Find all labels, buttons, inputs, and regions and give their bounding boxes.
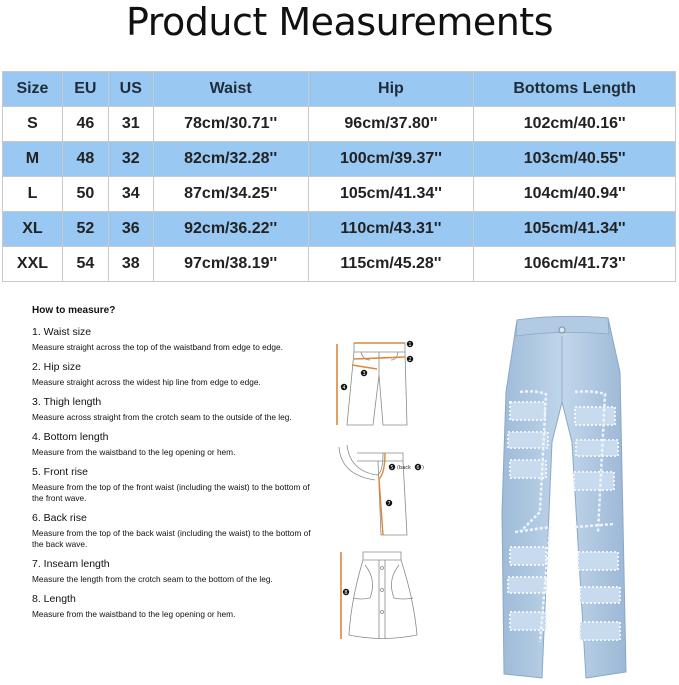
table-row xyxy=(3,247,676,282)
cell-size: S xyxy=(3,107,63,142)
cell-eu: 50 xyxy=(62,177,108,212)
rise-measurement-diagram xyxy=(325,435,435,545)
cell-bottoms-length: 105cm/41.34'' xyxy=(474,212,676,247)
table-row xyxy=(3,212,676,247)
cell-us: 38 xyxy=(108,247,153,282)
step-thigh-length xyxy=(32,396,322,423)
how-to-measure-section xyxy=(32,305,322,628)
svg-text:7: 7 xyxy=(387,501,391,507)
cell-hip: 96cm/37.80'' xyxy=(308,107,474,142)
back-label: (back xyxy=(397,465,411,471)
cell-us: 36 xyxy=(108,212,153,247)
step-description: Measure from the waistband to the leg opening or hem. xyxy=(32,609,236,619)
svg-text:8: 8 xyxy=(344,590,348,596)
step-front-rise xyxy=(32,466,322,504)
step-title: 4. Bottom length xyxy=(32,431,109,443)
step-title: 5. Front rise xyxy=(32,466,89,478)
cell-bottoms-length: 102cm/40.16'' xyxy=(474,107,676,142)
cell-waist: 97cm/38.19'' xyxy=(153,247,308,282)
cell-size: XL xyxy=(3,212,63,247)
step-hip-size xyxy=(32,361,322,388)
step-title: 8. Length xyxy=(32,593,76,605)
header-waist: Waist xyxy=(153,72,308,107)
step-waist-size xyxy=(32,326,322,353)
cell-hip: 105cm/41.34'' xyxy=(308,177,474,212)
header-bottoms-length: Bottoms Length xyxy=(474,72,676,107)
cell-size: M xyxy=(3,142,63,177)
cell-eu: 48 xyxy=(62,142,108,177)
product-photo-jeans xyxy=(480,312,640,684)
cell-size: XXL xyxy=(3,247,63,282)
cell-hip: 115cm/45.28'' xyxy=(308,247,474,282)
step-description: Measure from the top of the back waist (including the waist) to the bottom of the back wave. xyxy=(32,528,311,549)
svg-text:): ) xyxy=(422,465,424,471)
cell-eu: 46 xyxy=(62,107,108,142)
header-size: Size xyxy=(3,72,63,107)
page-title: Product Measurements xyxy=(125,0,554,44)
cell-eu: 52 xyxy=(62,212,108,247)
table-row xyxy=(3,107,676,142)
svg-text:3: 3 xyxy=(362,371,366,377)
cell-us: 32 xyxy=(108,142,153,177)
how-to-measure-title: How to measure? xyxy=(32,305,116,316)
step-description: Measure from the waistband to the leg opening or hem. xyxy=(32,447,236,457)
step-title: 1. Waist size xyxy=(32,326,92,338)
table-header-row xyxy=(3,72,676,107)
step-length xyxy=(32,593,322,620)
pants-measurement-diagram xyxy=(325,330,435,440)
svg-text:2: 2 xyxy=(408,357,412,363)
header-eu: EU xyxy=(62,72,108,107)
svg-text:1: 1 xyxy=(408,342,412,348)
header-us: US xyxy=(108,72,153,107)
table-row xyxy=(3,142,676,177)
svg-text:5: 5 xyxy=(390,465,394,471)
step-description: Measure from the top of the front waist (including the waist) to the bottom of the front wave. xyxy=(32,482,310,503)
step-description: Measure straight across the top of the waistband from edge to edge. xyxy=(32,342,283,352)
size-chart-table xyxy=(2,71,676,282)
step-description: Measure across straight from the crotch seam to the outside of the leg. xyxy=(32,412,292,422)
header-hip: Hip xyxy=(308,72,474,107)
table-row xyxy=(3,177,676,212)
cell-bottoms-length: 106cm/41.73'' xyxy=(474,247,676,282)
cell-us: 31 xyxy=(108,107,153,142)
step-description: Measure straight across the widest hip line from edge to edge. xyxy=(32,377,261,387)
step-title: 3. Thigh length xyxy=(32,396,102,408)
step-title: 7. Inseam length xyxy=(32,558,110,570)
step-title: 6. Back rise xyxy=(32,512,87,524)
length-measurement-diagram xyxy=(325,540,435,650)
step-title: 2. Hip size xyxy=(32,361,82,373)
cell-waist: 87cm/34.25'' xyxy=(153,177,308,212)
svg-text:4: 4 xyxy=(342,385,346,391)
svg-text:6: 6 xyxy=(416,465,420,471)
cell-hip: 110cm/43.31'' xyxy=(308,212,474,247)
cell-waist: 78cm/30.71'' xyxy=(153,107,308,142)
cell-bottoms-length: 104cm/40.94'' xyxy=(474,177,676,212)
cell-eu: 54 xyxy=(62,247,108,282)
cell-bottoms-length: 103cm/40.55'' xyxy=(474,142,676,177)
step-description: Measure the length from the crotch seam to the bottom of the leg. xyxy=(32,574,273,584)
cell-hip: 100cm/39.37'' xyxy=(308,142,474,177)
cell-us: 34 xyxy=(108,177,153,212)
cell-waist: 82cm/32.28'' xyxy=(153,142,308,177)
step-back-rise xyxy=(32,512,322,550)
step-bottom-length xyxy=(32,431,322,458)
cell-size: L xyxy=(3,177,63,212)
marker-icons xyxy=(341,341,413,391)
cell-waist: 92cm/36.22'' xyxy=(153,212,308,247)
step-inseam-length xyxy=(32,558,322,585)
